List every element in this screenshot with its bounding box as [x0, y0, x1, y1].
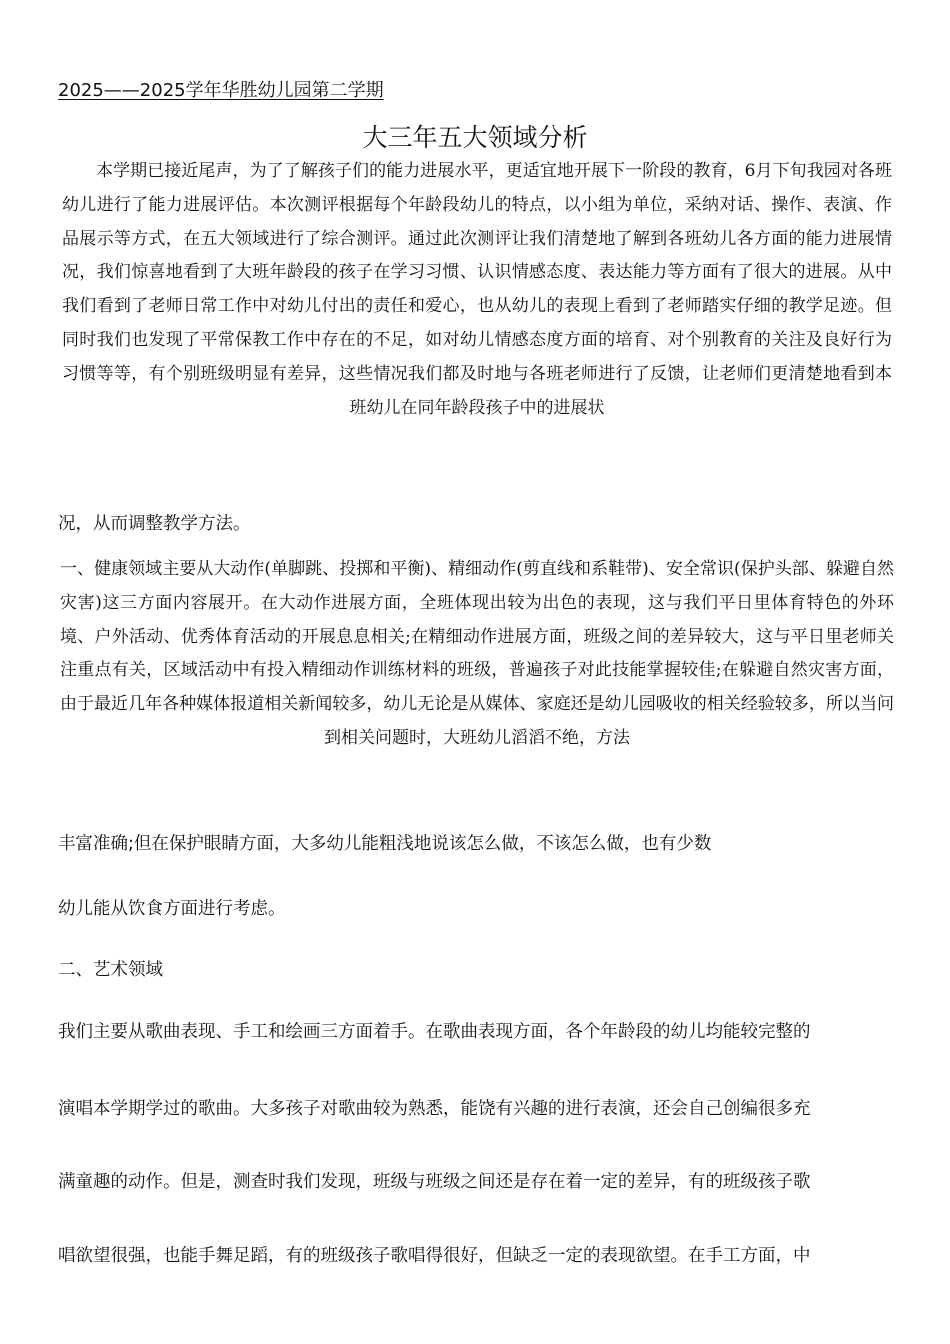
school-term-header: 2025——2025学年华胜幼儿园第二学期 [58, 80, 384, 101]
art-paragraph-line-3: 满童趣的动作。但是，测查时我们发现，班级与班级之间还是存在着一定的差异，有的班级孩子歌 [58, 1172, 811, 1192]
art-domain-heading: 二、艺术领域 [58, 960, 163, 980]
art-paragraph-line-2: 演唱本学期学过的歌曲。大多孩子对歌曲较为熟悉，能饶有兴趣的进行表演，还会自己创编很多充 [58, 1099, 811, 1119]
health-continued-line-1: 丰富准确;但在保护眼睛方面，大多幼儿能粗浅地说该怎么做，不该怎么做，也有少数 [58, 834, 712, 854]
intro-continued-line: 况，从而调整教学方法。 [58, 514, 251, 534]
art-paragraph-line-4: 唱欲望很强，也能手舞足蹈，有的班级孩子歌唱得很好，但缺乏一定的表现欲望。在手工方面，中 [58, 1246, 811, 1266]
intro-paragraph: 本学期已接近尾声，为了了解孩子们的能力进展水平，更适宜地开展下一阶段的教育，6月下旬我园对各班幼儿进行了能力进展评估。本次测评根据每个年龄段幼儿的特点，以小组为单位，采纳对话、操作、表演、作品展示等方式，在五大领域进行了综合测评。通过此次测评让我们清楚地了解到各班幼儿各方面的能力进展情况，我们惊喜地看到了大班年龄段的孩子在学习习惯、认识情感态度、表达能力等方面有了很大的进展。从中我们看到了老师日常工作中对幼儿付出的责任和爱心，也从幼儿的表现上看到了老师踏实仔细的教学足迹。但同时我们也发现了平常保教工作中存在的不足，如对幼儿情感态度方面的培育、对个别教育的关注及良好行为习惯等等，有个别班级明显有差异，这些情况我们都及时地与各班老师进行了反馈，让老师们更清楚地看到本班幼儿在同年龄段孩子中的进展状 [62, 161, 892, 418]
health-domain-paragraph: 一、健康领域主要从大动作(单脚跳、投掷和平衡)、精细动作(剪直线和系鞋带)、安全常识(保护头部、躲避自然灾害)这三方面内容展开。在大动作进展方面，全班体现出较为出色的表现，这与我们平日里体育特色的外环境、户外活动、优秀体育活动的开展息息相关;在精细动作进展方面，班级之间的差异较大，这与平日里老师关注重点有关，区域活动中有投入精细动作训练材料的班级，普遍孩子对此技能掌握较佳;在躲避自然灾害方面，由于最近几年各种媒体报道相关新闻较多，幼儿无论是从媒体、家庭还是幼儿园吸收的相关经验较多，所以当问到相关问题时，大班幼儿滔滔不绝，方法 [60, 559, 894, 748]
health-continued-line-2: 幼儿能从饮食方面进行考虑。 [58, 899, 286, 919]
art-paragraph-line-1: 我们主要从歌曲表现、手工和绘画三方面着手。在歌曲表现方面，各个年龄段的幼儿均能较完整的 [58, 1022, 811, 1042]
page-title: 大三年五大领域分析 [362, 123, 588, 152]
